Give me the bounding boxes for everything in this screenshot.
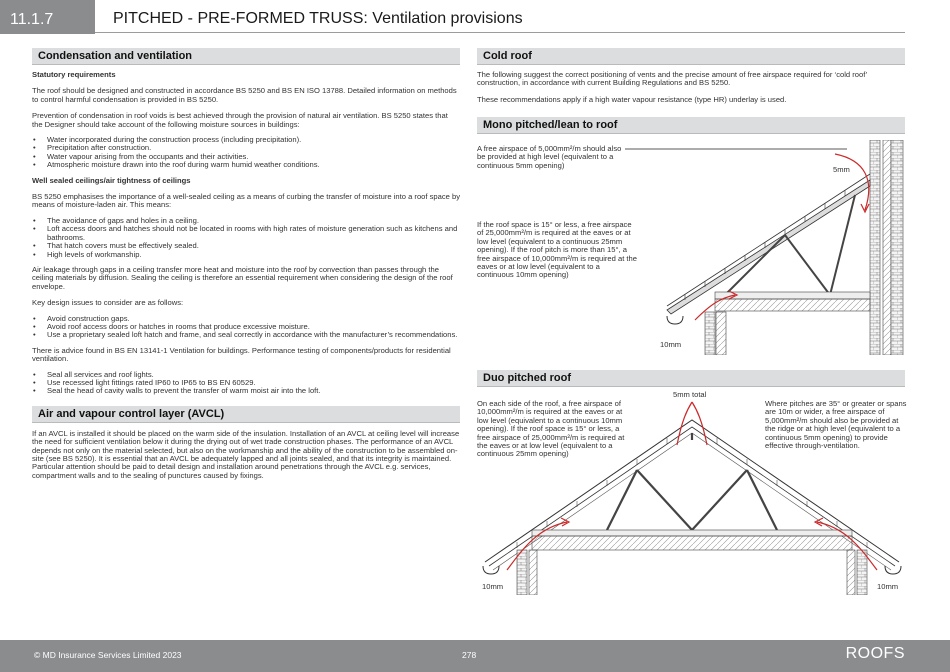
duo-label-right: Where pitches are 35° or greater or spans are 10m or wider, a free airspace of 5,000mm²/m should also be provided at the ridge or at high level (equivalent to a continuous 5mm opening) to provide effective through-ventilation. xyxy=(765,399,907,451)
list-item: • High levels of workmanship. xyxy=(32,251,460,259)
condensation-p3: BS 5250 emphasises the importance of a well-sealed ceiling as a means of curbing the transfer of moisture into a roof space by means of moisture-laden air. This means: xyxy=(32,192,461,210)
well-sealed-heading: Well sealed ceilings/air tightness of ceilings xyxy=(32,175,191,185)
duo-label-left: On each side of the roof, a free airspace of 10,000mm²/m is required at the eaves or at low level (equivalent to a continuous 10mm opening). If the roof space is 15° or less, a free airspace of 25,000mm²/m is required at the eaves or at low level (equivalent to a continuous 25mm opening) xyxy=(477,399,625,459)
list-item: • Water incorporated during the construction process (including precipitation). xyxy=(32,136,460,144)
duo-dim-top: 5mm total xyxy=(673,390,707,399)
statutory-heading: Statutory requirements xyxy=(32,70,116,79)
mono-label-top: A free airspace of 5,000mm²/m should also be provided at high level (equivalent to a continuous 5mm opening) xyxy=(477,144,622,170)
section-label: ROOFS xyxy=(845,645,905,662)
list-item: • Seal the head of cavity walls to prevent the transfer of warm moist air into the loft. xyxy=(32,387,460,395)
duo-dim-left: 10mm xyxy=(482,582,504,591)
mono-label-mid: If the roof space is 15° or less, a free airspace of 25,000mm²/m is required at the eaves or at low level (equivalent to a continuous 25mm opening). If the roof pitch is more than 15°, a free airspace of 10,000mm²/m is required at the eaves or at low level (equivalent to a continuous 10mm opening) xyxy=(477,220,637,280)
list-item: • The avoidance of gaps and holes in a ceiling. xyxy=(32,217,460,225)
footer-bar xyxy=(0,640,950,672)
sealing-list xyxy=(32,371,460,396)
condensation-p6: There is advice found in BS EN 13141-1 Ventilation for buildings. Performance testing of components/products for residential ventilation. xyxy=(32,345,451,364)
duo-dim-right: 10mm xyxy=(877,582,899,591)
cold-roof-p2: These recommendations apply if a high water vapour resistance (type HR) underlay is used. xyxy=(477,94,787,104)
list-item: • That hatch covers must be effectively sealed. xyxy=(32,242,460,250)
list-item: • Avoid roof access doors or hatches in rooms that produce excessive moisture. xyxy=(32,323,460,331)
list-item: • Precipitation after construction. xyxy=(32,144,460,152)
copyright-text: © MD Insurance Services Limited 2023 xyxy=(34,650,182,660)
duo-heading: Duo pitched roof xyxy=(477,370,905,387)
list-item: • Water vapour arising from the occupants and their activities. xyxy=(32,153,460,161)
list-item: • Use recessed light fittings rated IP60 to IP65 to BS EN 60529. xyxy=(32,379,460,387)
list-item: • Avoid construction gaps. xyxy=(32,315,460,323)
condensation-heading: Condensation and ventilation xyxy=(32,48,460,65)
list-item: • Loft access doors and hatches should not be located in rooms with high rates of moisture generation such as kitchens and bathrooms. xyxy=(32,225,460,242)
cold-roof-p1: The following suggest the correct positioning of vents and the precise amount of free airspace required for ‘cold roof’ construction, in accordance with current Building Regulations and BS 5250. xyxy=(477,70,867,88)
mono-dim-top: 5mm xyxy=(833,165,850,174)
mono-dim-bottom: 10mm xyxy=(660,340,682,349)
left-column xyxy=(32,48,460,480)
page-number: 278 xyxy=(462,650,477,660)
avcl-heading: Air and vapour control layer (AVCL) xyxy=(32,406,460,423)
mono-roof-diagram xyxy=(625,140,905,355)
duo-roof-diagram xyxy=(477,400,907,595)
list-item: • Seal all services and roof lights. xyxy=(32,371,460,379)
right-column xyxy=(477,48,905,104)
list-item: • Use a proprietary sealed loft hatch and frame, and seal correctly in accordance with the manufacturer’s recommendations. xyxy=(32,331,460,339)
condensation-p5: Key design issues to consider are as follows: xyxy=(32,298,184,308)
header-rule xyxy=(95,32,905,33)
design-issues-list xyxy=(32,315,460,340)
condensation-p1: The roof should be designed and constructed in accordance BS 5250 and BS EN ISO 13788. Detailed information on methods to control harmful condensation is provided in BS 5250. xyxy=(32,86,457,104)
ceiling-list xyxy=(32,217,460,259)
section-number: 11.1.7 xyxy=(0,0,95,34)
condensation-p2: Prevention of condensation in roof voids is best achieved through the provision of natural air ventilation. BS 5250 states that the Designer should take account of the following moisture sources in buildings: xyxy=(32,111,448,129)
mono-heading: Mono pitched/lean to roof xyxy=(477,117,905,134)
list-item: • Atmospheric moisture drawn into the roof during warm humid weather conditions. xyxy=(32,161,460,169)
avcl-p1: If an AVCL is installed it should be placed on the warm side of the insulation. Installation of an AVCL at ceiling level will increase the need for sufficient ventilation below it during the drying out of wet trade construction phases. The performance of an AVCL depends not only on the material selected, but also on the workmanship and the ability of the construction to be assembled on-site (see BS 5250). It is essential that an AVCL be adequately lapped and all joints sealed, and that its integrity is maintained. Particular attention should be paid to detail design and installation around penetrations through the AVCL e.g. services, compartment walls and to the sealing of punctures caused by fixings. xyxy=(32,428,460,480)
cold-roof-heading: Cold roof xyxy=(477,48,905,65)
condensation-p4: Air leakage through gaps in a ceiling transfer more heat and moisture into the roof by convection than passes through the ceiling materials by diffusion. Sealing the ceiling is therefore an essential requirement when considering the design of the roof envelope. xyxy=(32,264,453,291)
moisture-sources-list xyxy=(32,136,460,170)
page-title: PITCHED - PRE-FORMED TRUSS: Ventilation provisions xyxy=(113,10,523,27)
